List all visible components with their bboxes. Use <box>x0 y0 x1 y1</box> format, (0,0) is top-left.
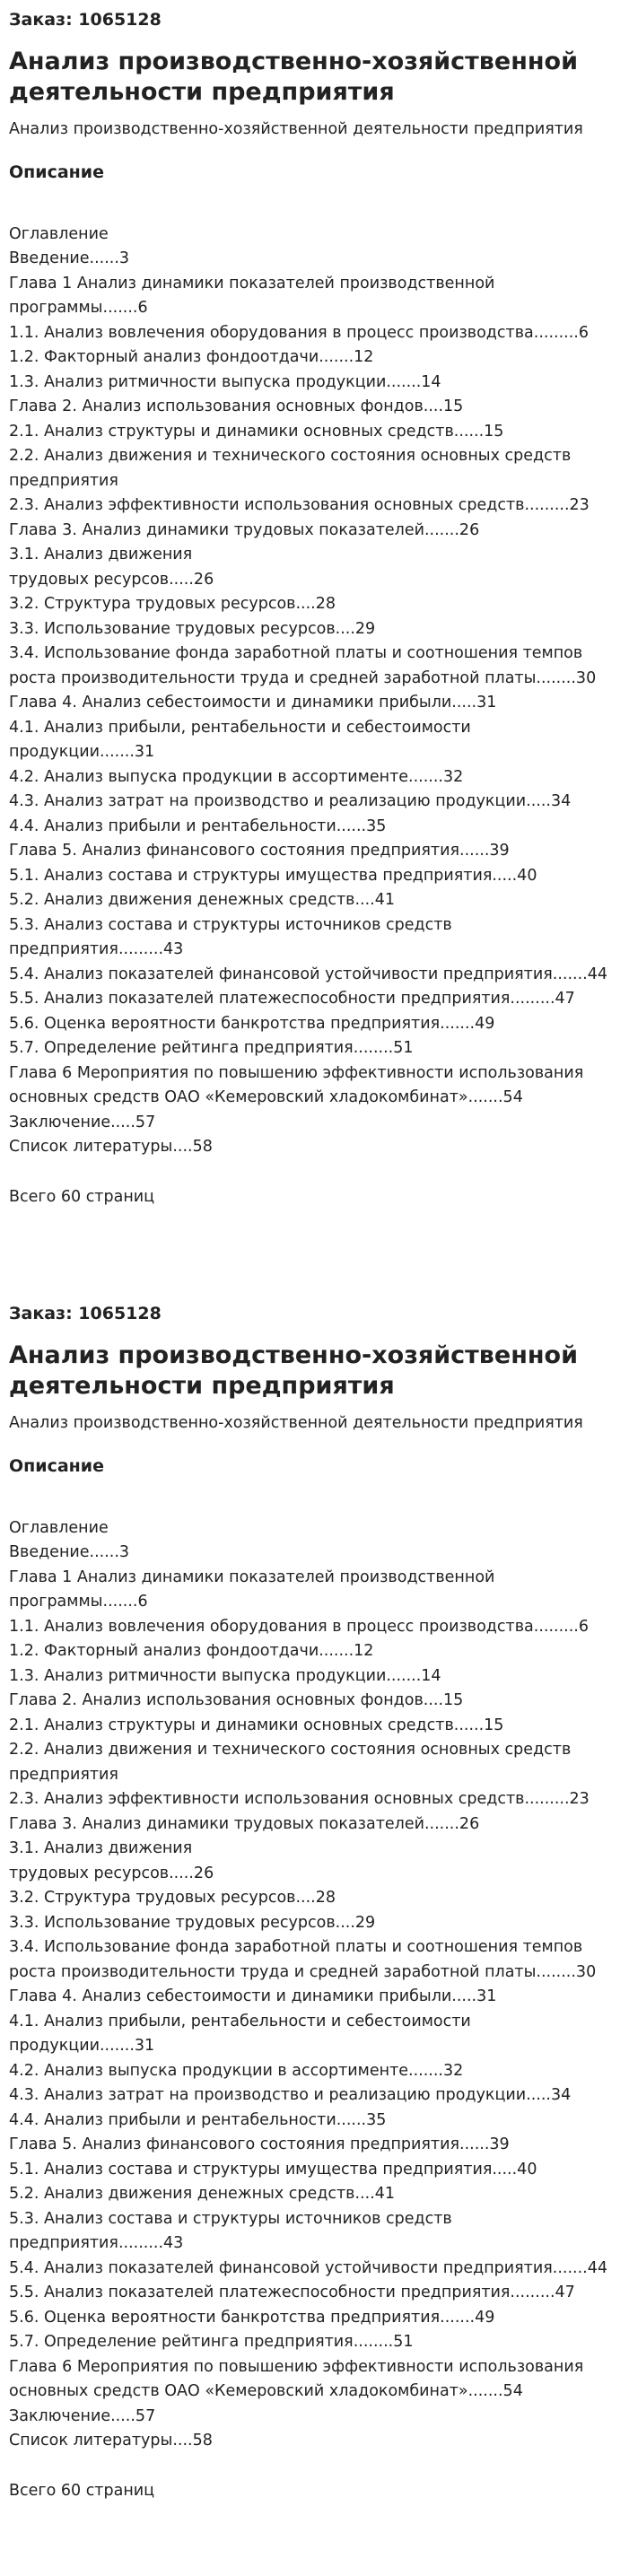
toc-item: 3.2. Структура трудовых ресурсов....28 <box>9 1889 336 1907</box>
toc-item: Глава 6 Мероприятия по повышению эффективности использования основных средств ОАО «Кемеровский хладокомбинат».......54 <box>9 2357 584 2400</box>
toc-heading: Оглавление <box>9 1519 109 1537</box>
toc-item: 4.2. Анализ выпуска продукции в ассортименте.......32 <box>9 767 464 786</box>
table-of-contents <box>9 247 620 1160</box>
toc-item: 1.1. Анализ вовлечения оборудования в процесс производства.........6 <box>9 323 589 342</box>
toc-item: 5.7. Определение рейтинга предприятия........51 <box>9 1039 414 1057</box>
toc-item: 1.3. Анализ ритмичности выпуска продукции.......14 <box>9 1666 441 1685</box>
description-heading: Описание <box>9 1456 105 1476</box>
toc-item: Глава 3. Анализ динамики трудовых показателей.......26 <box>9 1814 480 1833</box>
document-card-2 <box>0 1294 629 2552</box>
toc-item: 2.2. Анализ движения и технического состояния основных средств предприятия <box>9 447 572 490</box>
toc-item: 5.5. Анализ показателей платежеспособности предприятия.........47 <box>9 2283 575 2301</box>
toc-item: 4.1. Анализ прибыли, рентабельности и себестоимости продукции.......31 <box>9 718 471 761</box>
toc-item: 3.1. Анализ движения <box>9 546 193 563</box>
toc-item: 5.4. Анализ показателей финансовой устойчивости предприятия.......44 <box>9 2258 607 2277</box>
toc-item: 5.4. Анализ показателей финансовой устойчивости предприятия.......44 <box>9 965 607 983</box>
toc-item: Глава 4. Анализ себестоимости и динамики прибыли.....31 <box>9 1987 497 2005</box>
toc-item: 1.2. Факторный анализ фондоотдачи.......12 <box>9 1642 374 1660</box>
toc-item: 3.4. Использование фонда заработной платы и соотношения темпов роста производительности труда и средней заработной платы........30 <box>9 644 597 687</box>
toc-item: 4.3. Анализ затрат на производство и реализацию продукции.....34 <box>9 792 572 810</box>
toc-item: 3.2. Структура трудовых ресурсов....28 <box>9 595 336 613</box>
toc-item: 5.1. Анализ состава и структуры имущества предприятия.....40 <box>9 866 537 885</box>
document-title: Анализ производственно-хозяйственной деятельности предприятия <box>9 48 578 106</box>
toc-item: 5.3. Анализ состава и структуры источников средств предприятия.........43 <box>9 915 452 958</box>
toc-item: Список литературы....58 <box>9 1138 213 1156</box>
order-number: Заказ: 1065128 <box>9 1304 162 1323</box>
toc-item: Глава 6 Мероприятия по повышению эффективности использования основных средств ОАО «Кемеровский хладокомбинат».......54 <box>9 1063 584 1106</box>
toc-item: Глава 1 Анализ динамики показателей производственной программы.......6 <box>9 274 495 317</box>
toc-item: 3.3. Использование трудовых ресурсов....29 <box>9 619 376 638</box>
toc-item: 1.3. Анализ ритмичности выпуска продукции.......14 <box>9 372 441 391</box>
total-pages: Всего 60 страниц <box>9 1187 155 1206</box>
toc-item: 2.3. Анализ эффективности использования основных средств.........23 <box>9 496 590 514</box>
document-subtitle: Анализ производственно-хозяйственной деятельности предприятия <box>9 120 583 138</box>
toc-item: 3.3. Использование трудовых ресурсов....29 <box>9 1913 376 1932</box>
toc-item: Заключение.....57 <box>9 2406 156 2425</box>
toc-item: 4.4. Анализ прибыли и рентабельности......35 <box>9 2110 387 2129</box>
toc-item: 2.1. Анализ структуры и динамики основных средств......15 <box>9 422 504 441</box>
order-number: Заказ: 1065128 <box>9 10 162 30</box>
toc-item: 2.2. Анализ движения и технического состояния основных средств предприятия <box>9 1741 572 1784</box>
toc-item: 1.1. Анализ вовлечения оборудования в процесс производства.........6 <box>9 1617 589 1636</box>
toc-item: Заключение.....57 <box>9 1113 156 1131</box>
toc-item: 4.3. Анализ затрат на производство и реализацию продукции.....34 <box>9 2086 572 2104</box>
table-of-contents <box>9 1541 620 2454</box>
toc-item: 3.4. Использование фонда заработной платы и соотношения темпов роста производительности труда и средней заработной платы........30 <box>9 1938 597 1981</box>
toc-item: Глава 5. Анализ финансового состояния предприятия......39 <box>9 2135 510 2153</box>
toc-item: Список литературы....58 <box>9 2432 213 2449</box>
toc-item: 5.2. Анализ движения денежных средств....41 <box>9 2185 396 2203</box>
toc-item: 5.1. Анализ состава и структуры имущества предприятия.....40 <box>9 2160 537 2179</box>
document-subtitle: Анализ производственно-хозяйственной деятельности предприятия <box>9 1414 583 1432</box>
toc-item: Глава 2. Анализ использования основных фондов....15 <box>9 397 464 415</box>
toc-item: 2.1. Анализ структуры и динамики основных средств......15 <box>9 1716 504 1734</box>
toc-item: 4.1. Анализ прибыли, рентабельности и себестоимости продукции.......31 <box>9 2012 471 2055</box>
toc-item: 1.2. Факторный анализ фондоотдачи.......12 <box>9 348 374 366</box>
toc-item: 5.6. Оценка вероятности банкротства предприятия.......49 <box>9 2308 495 2327</box>
toc-item: Глава 5. Анализ финансового состояния предприятия......39 <box>9 842 510 860</box>
toc-item: 5.5. Анализ показателей платежеспособности предприятия.........47 <box>9 990 575 1008</box>
toc-item: Глава 1 Анализ динамики показателей производственной программы.......6 <box>9 1567 495 1611</box>
toc-item: 4.4. Анализ прибыли и рентабельности......35 <box>9 816 387 835</box>
total-pages: Всего 60 страниц <box>9 2481 155 2500</box>
document-title: Анализ производственно-хозяйственной деятельности предприятия <box>9 1341 578 1400</box>
toc-item: 3.1. Анализ движения <box>9 1839 193 1857</box>
toc-item: 5.7. Определение рейтинга предприятия........51 <box>9 2333 414 2351</box>
toc-item: 5.6. Оценка вероятности банкротства предприятия.......49 <box>9 1014 495 1033</box>
toc-item: 2.3. Анализ эффективности использования основных средств.........23 <box>9 1790 590 1808</box>
toc-item: трудовых ресурсов.....26 <box>9 570 214 589</box>
description-heading: Описание <box>9 162 105 182</box>
toc-item: 5.3. Анализ состава и структуры источников средств предприятия.........43 <box>9 2209 452 2252</box>
toc-item: Глава 4. Анализ себестоимости и динамики прибыли.....31 <box>9 694 497 712</box>
toc-item: 4.2. Анализ выпуска продукции в ассортименте.......32 <box>9 2061 464 2080</box>
toc-item: Введение......3 <box>9 249 130 267</box>
document-card-1 <box>0 0 629 1258</box>
toc-heading: Оглавление <box>9 225 109 243</box>
toc-item: трудовых ресурсов.....26 <box>9 1864 214 1882</box>
toc-item: Глава 3. Анализ динамики трудовых показателей.......26 <box>9 520 480 539</box>
toc-item: Глава 2. Анализ использования основных фондов....15 <box>9 1691 464 1709</box>
toc-item: 5.2. Анализ движения денежных средств....41 <box>9 891 396 909</box>
toc-item: Введение......3 <box>9 1543 130 1561</box>
